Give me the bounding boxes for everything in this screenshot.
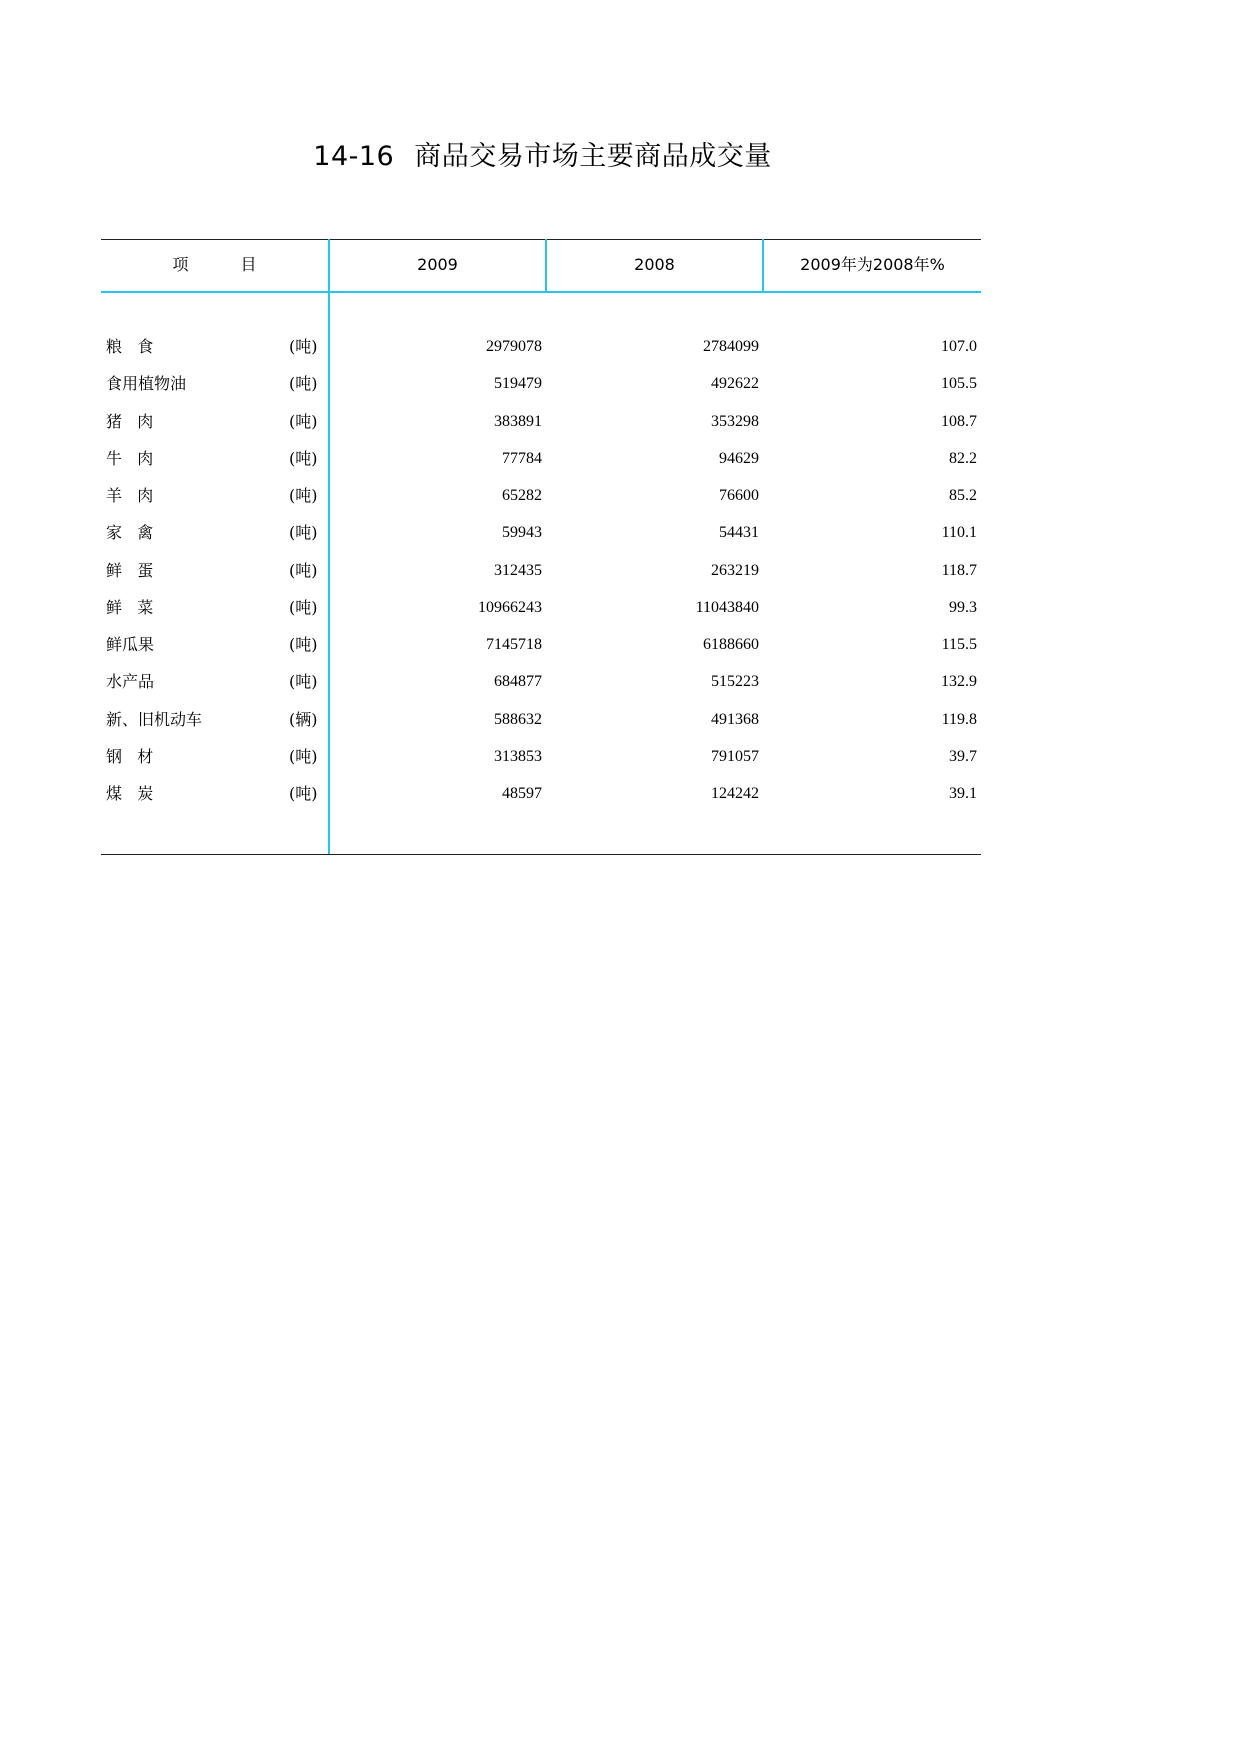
row-value-2009: 383891 bbox=[494, 412, 542, 430]
row-percent: 115.5 bbox=[941, 636, 977, 653]
table-number: 14-16 bbox=[313, 141, 395, 172]
row-item-name: 鲜 菜 bbox=[106, 597, 154, 617]
row-unit: (吨) bbox=[289, 746, 318, 766]
row-value-2008: 263219 bbox=[711, 561, 759, 579]
row-item-name: 水产品 bbox=[106, 672, 155, 692]
row-unit: (辆) bbox=[289, 709, 318, 729]
row-value-2008: 94629 bbox=[719, 449, 759, 467]
table-row bbox=[101, 479, 981, 513]
row-percent: 119.8 bbox=[941, 710, 977, 728]
row-item-name: 牛 肉 bbox=[106, 448, 154, 468]
table-title-text: 商品交易市场主要商品成交量 bbox=[414, 141, 772, 172]
row-percent: 39.1 bbox=[949, 785, 977, 802]
row-item-name: 煤 炭 bbox=[106, 784, 154, 803]
table-row bbox=[101, 777, 981, 811]
row-percent: 99.3 bbox=[949, 598, 977, 616]
row-percent: 82.2 bbox=[949, 449, 977, 467]
row-item-name: 新、旧机动车 bbox=[106, 709, 203, 729]
row-unit: (吨) bbox=[289, 560, 318, 580]
row-item-name: 羊 肉 bbox=[106, 486, 154, 505]
row-value-2009: 65282 bbox=[502, 487, 542, 504]
page-title bbox=[0, 134, 1085, 173]
row-value-2009: 2979078 bbox=[486, 338, 542, 355]
header-rule bbox=[101, 291, 981, 293]
table-row bbox=[101, 367, 981, 401]
row-value-2009: 7145718 bbox=[486, 636, 542, 653]
row-percent: 107.0 bbox=[941, 338, 977, 355]
table-row bbox=[101, 628, 981, 662]
row-value-2009: 684877 bbox=[494, 673, 542, 691]
row-value-2008: 76600 bbox=[719, 487, 759, 504]
header-2008: 2008 bbox=[634, 255, 675, 274]
header-percent: 2009年为2008年% bbox=[800, 255, 945, 274]
row-unit: (吨) bbox=[289, 635, 318, 654]
row-value-2008: 54431 bbox=[719, 524, 759, 542]
table-row bbox=[101, 591, 981, 625]
table-row bbox=[101, 516, 981, 550]
row-value-2009: 313853 bbox=[494, 747, 542, 765]
row-value-2009: 312435 bbox=[494, 561, 542, 579]
row-value-2008: 791057 bbox=[711, 747, 759, 765]
header-item-left: 项 bbox=[172, 255, 189, 274]
row-value-2008: 6188660 bbox=[703, 636, 759, 653]
header-item bbox=[101, 239, 328, 291]
row-item-name: 家 禽 bbox=[106, 523, 154, 543]
table-row bbox=[101, 665, 981, 699]
row-value-2008: 11043840 bbox=[695, 598, 759, 616]
row-unit: (吨) bbox=[289, 486, 318, 505]
row-item-name: 钢 材 bbox=[106, 746, 154, 766]
row-item-name: 鲜 蛋 bbox=[106, 560, 154, 580]
row-value-2008: 124242 bbox=[711, 785, 759, 802]
row-value-2008: 491368 bbox=[711, 710, 759, 728]
row-item-name: 食用植物油 bbox=[106, 374, 187, 394]
row-item-name: 鲜瓜果 bbox=[106, 635, 155, 654]
table-bottom-rule bbox=[101, 854, 981, 855]
row-percent: 85.2 bbox=[949, 487, 977, 504]
row-value-2009: 588632 bbox=[494, 710, 542, 728]
table-row bbox=[101, 703, 981, 737]
row-percent: 39.7 bbox=[949, 747, 977, 765]
row-unit: (吨) bbox=[289, 672, 318, 692]
row-percent: 118.7 bbox=[941, 561, 977, 579]
row-unit: (吨) bbox=[289, 411, 318, 431]
table-row bbox=[101, 740, 981, 774]
row-value-2008: 353298 bbox=[711, 412, 759, 430]
row-value-2008: 2784099 bbox=[703, 338, 759, 355]
row-unit: (吨) bbox=[289, 784, 318, 803]
row-unit: (吨) bbox=[289, 448, 318, 468]
row-percent: 108.7 bbox=[941, 412, 977, 430]
data-table bbox=[101, 239, 981, 855]
row-unit: (吨) bbox=[289, 337, 318, 356]
row-value-2009: 77784 bbox=[502, 449, 542, 467]
row-unit: (吨) bbox=[289, 597, 318, 617]
row-percent: 110.1 bbox=[941, 524, 977, 542]
row-value-2008: 515223 bbox=[711, 673, 759, 691]
header-item-right: 目 bbox=[240, 255, 257, 274]
row-value-2009: 59943 bbox=[502, 524, 542, 542]
row-unit: (吨) bbox=[289, 523, 318, 543]
row-value-2008: 492622 bbox=[711, 375, 759, 393]
row-value-2009: 519479 bbox=[494, 375, 542, 393]
row-value-2009: 48597 bbox=[502, 785, 542, 802]
row-unit: (吨) bbox=[289, 374, 318, 394]
table-row bbox=[101, 554, 981, 588]
row-percent: 105.5 bbox=[941, 375, 977, 393]
row-value-2009: 10966243 bbox=[478, 598, 542, 616]
table-row bbox=[101, 330, 981, 364]
row-item-name: 猪 肉 bbox=[106, 411, 154, 431]
row-percent: 132.9 bbox=[941, 673, 977, 691]
row-item-name: 粮 食 bbox=[106, 337, 154, 356]
header-2009: 2009 bbox=[417, 255, 458, 274]
table-row bbox=[101, 442, 981, 476]
table-row bbox=[101, 405, 981, 439]
